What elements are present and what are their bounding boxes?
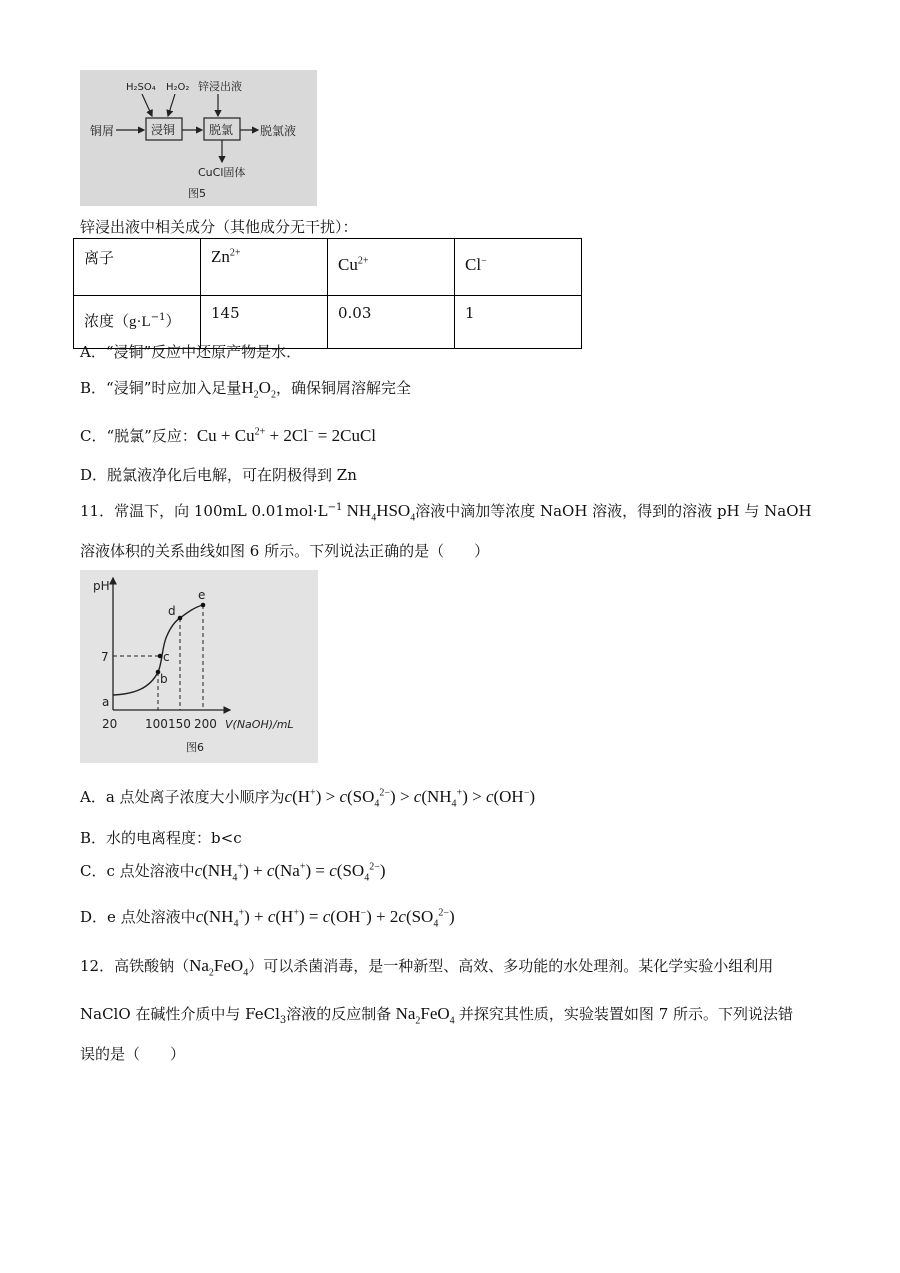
- conc-unit-exp: −1: [150, 312, 166, 323]
- x-axis-label: V(NaOH)/mL: [225, 718, 294, 731]
- conc-label-end: ）: [165, 312, 181, 330]
- h2o2-formula: $H_2O_2$: [241, 378, 276, 401]
- q11-option-d: [80, 906, 455, 929]
- q12-stem-text: 12．高铁酸钠（: [80, 957, 190, 975]
- q11-option-a: [80, 786, 535, 809]
- q11-stem-nh: NH: [342, 501, 372, 520]
- q11-stem-text: 11．常温下，向 100mL 0.01mol·L: [80, 502, 328, 520]
- q11-stem-line2: 溶液体积的关系曲线如图 6 所示。下列说法正确的是（ ）: [80, 542, 490, 560]
- reagent-h2o2: H₂O₂: [166, 82, 190, 93]
- q10-option-c: [80, 425, 376, 446]
- q11-option-d-expression: $c(NH_4^+) + c(H^+) = c(OH^-) + 2c(SO_4^{2-})$: [195, 907, 455, 930]
- curve-points: [102, 588, 205, 709]
- na2feo4-formula: $Na_2FeO_4$: [189, 956, 249, 979]
- conc-unit: g·L: [129, 314, 151, 330]
- ion-cu: [328, 239, 455, 296]
- point-a-label: a: [102, 695, 110, 709]
- q11-stem-exp: −1: [327, 502, 343, 513]
- value-cl: 1: [455, 296, 582, 349]
- q12-stem2-end: 并探究其性质，实验装置如图 7 所示。下列说法错: [458, 1005, 794, 1023]
- output-cucl-solid: CuCl固体: [198, 166, 246, 179]
- q11-stem-text-end: 溶液中滴加等浓度 NaOH 溶液，得到的溶液 pH 与 NaOH: [415, 502, 812, 520]
- table-row: [74, 239, 582, 296]
- q11-stem-line1: [80, 500, 812, 523]
- q12-stem-text-end: ）可以杀菌消毒，是一种新型、高效、多功能的水处理剂。某化学实验小组利用: [248, 957, 774, 975]
- ion-zn-charge: 2+: [229, 247, 241, 259]
- q10-option-b-text: B．“浸铜”时应加入足量: [80, 379, 242, 397]
- reagent-h2so4: H₂SO₄: [126, 82, 156, 93]
- dechlorination-equation: $Cu + Cu^{2+} + 2Cl^-$ = 2CuCl: [196, 426, 377, 445]
- q10-option-b: [80, 377, 411, 400]
- reagent-zinc-leachate: 锌浸出液: [198, 80, 242, 93]
- table-intro: 锌浸出液中相关成分（其他成分无干扰）：: [80, 218, 358, 236]
- box-copper-leach-label: 浸铜: [151, 123, 176, 137]
- input-copper-scrap: 铜屑: [90, 124, 115, 138]
- q12-stem-line1: [80, 955, 773, 978]
- q12-stem-line2: [80, 1003, 793, 1026]
- q10-option-a: A．“浸铜”反应中还原产物是水．: [80, 343, 302, 361]
- conc-label: 浓度（: [84, 312, 130, 330]
- x-tick-100: 100: [145, 717, 168, 731]
- q11-option-a-text: A．a 点处离子浓度大小顺序为: [80, 788, 285, 806]
- ion-zn-symbol: Zn: [211, 247, 230, 266]
- ion-cu-charge: 2+: [357, 255, 369, 267]
- point-d-label: d: [168, 604, 176, 618]
- point-b-label: b: [160, 672, 168, 686]
- ion-cu-symbol: Cu: [338, 255, 358, 274]
- figure-5-caption: 图5: [188, 187, 206, 200]
- q12-stem2-text: NaClO 在碱性介质中与 FeCl: [80, 1005, 280, 1023]
- value-zn: 145: [201, 296, 328, 349]
- q10-option-d: D．脱氯液净化后电解，可在阴极得到 Zn: [80, 466, 357, 484]
- q11-option-c-text: C．c 点处溶液中: [80, 862, 195, 880]
- ion-cl-charge: −: [481, 255, 487, 267]
- q10-option-b-text-end: ，确保铜屑溶解完全: [275, 379, 411, 397]
- figure-6-titration-chart: [80, 570, 318, 763]
- value-cu: 0.03: [328, 296, 455, 349]
- x-tick-200: 200: [194, 717, 217, 731]
- q12-stem2-mid: 溶液的反应制备: [286, 1005, 392, 1023]
- nh4hso4-formula: $_4HSO_4$: [371, 501, 416, 524]
- fecl3-subscript: 3: [279, 1015, 287, 1026]
- q11-option-b: B．水的电离程度：b<c: [80, 829, 242, 847]
- y-axis-label: pH: [93, 579, 110, 593]
- box-dechlorination-label: 脱氯: [209, 123, 234, 137]
- q10-option-c-text: C．“脱氯”反应：: [80, 427, 197, 445]
- output-dechlorinated-liquid: 脱氯液: [260, 124, 297, 138]
- na2feo4-formula-2: $Na_2FeO_4$: [391, 1004, 455, 1027]
- ion-concentration-table: [73, 238, 582, 349]
- ion-cl: [455, 239, 582, 296]
- point-e-label: e: [198, 588, 206, 602]
- point-e-marker: [201, 603, 206, 608]
- q11-option-c: [80, 860, 386, 883]
- ion-cl-symbol: Cl: [465, 255, 482, 274]
- row-header-ion: 离子: [74, 239, 201, 296]
- y-tick-7: 7: [101, 650, 109, 664]
- point-d-marker: [178, 616, 183, 621]
- ion-zn: [201, 239, 328, 296]
- point-c-label: c: [163, 650, 170, 664]
- point-c-marker: [158, 654, 163, 659]
- q12-stem-line3: 误的是（ ）: [80, 1045, 186, 1063]
- figure-6-caption: 图6: [186, 741, 204, 754]
- figure-5-flow-diagram: [80, 70, 317, 206]
- x-tick-20: 20: [102, 717, 118, 731]
- q11-option-d-text: D．e 点处溶液中: [80, 908, 196, 926]
- q11-option-c-expression: $c(NH_4^+) + c(Na^+) = c(SO_4^{2-})$: [194, 861, 386, 884]
- x-tick-150: 150: [168, 717, 191, 731]
- q11-option-a-expression: $c(H^+) > c(SO_4^{2-}) > c(NH_4^+) > c(OH^-)$: [284, 787, 536, 810]
